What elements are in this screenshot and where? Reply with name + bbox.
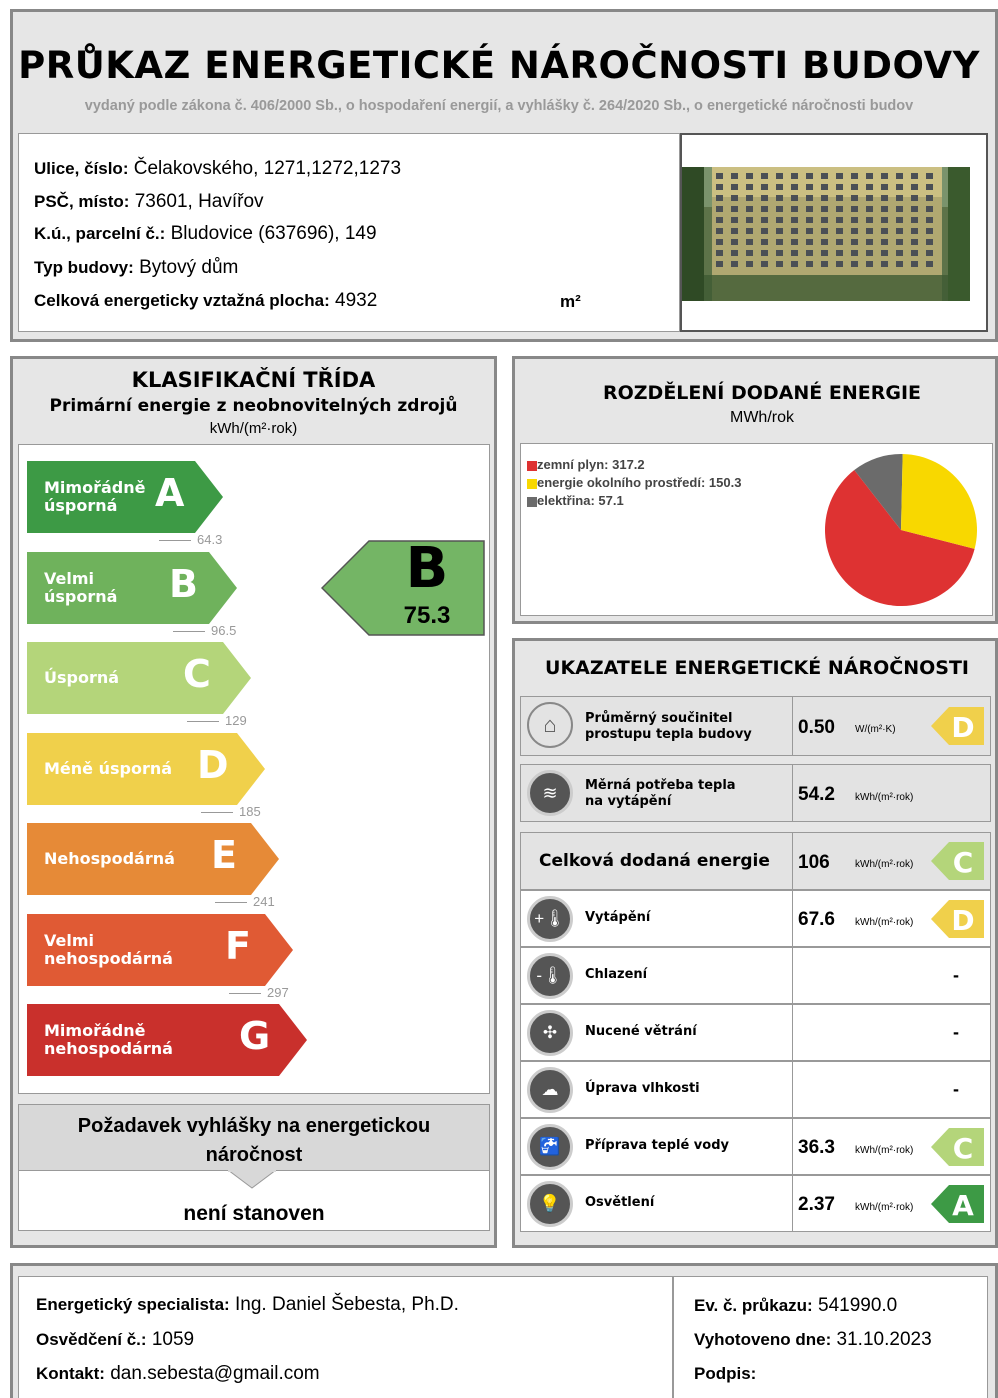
class-limit: 185	[201, 804, 261, 819]
indicator-u-value: 0.50	[798, 717, 835, 738]
class-c-arrow	[27, 642, 253, 714]
indicator-row-icon: -🌡	[527, 953, 573, 999]
indicator-row-icon: ☁	[527, 1067, 573, 1113]
result-letter: B	[405, 536, 449, 601]
class-letter: G	[239, 1014, 271, 1058]
result-arrow	[321, 536, 485, 636]
class-label: Velmi úsporná	[44, 568, 118, 606]
classification-subtitle: Primární energie z neobnovitelných zdrojů	[49, 396, 458, 416]
indicator-row	[520, 1175, 991, 1232]
classification-unit: kWh/(m²·rok)	[209, 420, 298, 437]
indicator-heat-row	[520, 764, 991, 822]
indicator-u-class-badge	[931, 707, 985, 745]
indicator-row-dash: -	[953, 1079, 959, 1099]
type-label: Typ budovy:	[34, 258, 134, 277]
type-row	[34, 257, 238, 279]
indicators-title: UKAZATELE ENERGETICKÉ NÁROČNOSTI	[545, 657, 969, 679]
specialist-label: Energetický specialista:	[36, 1295, 230, 1314]
area-label: Celková energeticky vztažná plocha:	[34, 291, 330, 310]
indicator-heat-label-line2: na vytápění	[585, 794, 672, 809]
class-label: Méně úsporná	[44, 758, 173, 778]
indicator-heat-value: 54.2	[798, 784, 835, 805]
street-label: Ulice, číslo:	[34, 159, 129, 178]
class-limit: 297	[229, 985, 289, 1000]
class-g-arrow	[27, 1004, 309, 1076]
indicator-heat-unit: kWh/(m²·rok)	[855, 792, 914, 803]
indicator-u-unit: W/(m²·K)	[855, 724, 896, 735]
class-letter: C	[183, 652, 211, 696]
indicator-row	[520, 1118, 991, 1175]
class-d-arrow	[27, 733, 267, 805]
sign-row	[694, 1363, 756, 1385]
specialist-row	[36, 1294, 459, 1316]
page-subtitle: vydaný podle zákona č. 406/2000 Sb., o hospodaření energií, a vyhlášky č. 264/2020 Sb., o energetické náročnosti budov	[84, 98, 914, 114]
class-badge-letter: D	[951, 711, 975, 744]
legend-entry: elektřina: 57.1	[527, 492, 741, 510]
indicator-row	[520, 947, 991, 1004]
indicator-row	[520, 1004, 991, 1061]
class-label: Úsporná	[44, 668, 120, 687]
class-limit: 96.5	[173, 623, 236, 638]
class-label: Velmi nehospodárná	[44, 930, 173, 968]
class-badge-letter: A	[952, 1189, 974, 1222]
psc-row	[34, 191, 264, 213]
ku-row	[34, 223, 377, 245]
indicator-row-class-badge	[931, 900, 985, 938]
class-label: Nehospodárná	[44, 849, 175, 868]
area-row	[34, 290, 377, 312]
requirement-title-line1: Požadavek vyhlášky na energetickou	[77, 1115, 431, 1137]
cert-row	[36, 1329, 194, 1351]
contact-row	[36, 1363, 320, 1385]
indicator-u-label-line2: prostupu tepla budovy	[585, 727, 752, 742]
cert-label: Osvědčení č.:	[36, 1330, 147, 1349]
class-limit: 64.3	[159, 532, 222, 547]
indicator-row-unit: kWh/(m²·rok)	[855, 1145, 914, 1156]
class-label: Mimořádně nehospodárná	[44, 1021, 173, 1058]
contact-value: dan.sebesta@gmail.com	[110, 1363, 320, 1384]
class-letter: B	[169, 561, 198, 606]
ev-value: 541990.0	[818, 1295, 898, 1316]
class-badge-letter: C	[952, 846, 974, 879]
class-letter: F	[225, 923, 251, 968]
page-title: PRŮKAZ ENERGETICKÉ NÁROČNOSTI BUDOVY	[18, 44, 980, 87]
date-value: 31.10.2023	[836, 1329, 932, 1350]
contact-label: Kontakt:	[36, 1364, 105, 1383]
indicator-u-label-line1: Průměrný součinitel	[585, 711, 733, 726]
class-label: Mimořádně úsporná	[44, 478, 146, 515]
psc-value: 73601, Havířov	[134, 191, 264, 212]
class-badge-letter: C	[952, 1132, 974, 1165]
date-label: Vyhotoveno dne:	[694, 1330, 832, 1349]
class-a-arrow	[27, 461, 225, 533]
indicator-row-label: Chlazení	[585, 967, 648, 982]
indicator-row-icon: +🌡	[527, 896, 573, 942]
classification-scale	[18, 444, 490, 1094]
result-value: 75.3	[403, 602, 451, 629]
distribution-pie-chart	[821, 450, 981, 610]
requirement-title-line2: náročnost	[205, 1144, 303, 1166]
indicator-row-icon: 🚰	[527, 1124, 573, 1170]
heat-waves-icon: ≋	[527, 770, 573, 816]
indicator-row-dash: -	[953, 965, 959, 985]
indicator-row	[520, 1061, 991, 1118]
indicators-table	[514, 696, 994, 1236]
indicator-heat-label-line1: Měrná potřeba tepla	[585, 778, 736, 793]
ku-value: Bludovice (637696), 149	[170, 223, 377, 244]
date-row	[694, 1329, 932, 1351]
indicator-heat-label	[585, 778, 736, 810]
indicator-row-unit: kWh/(m²·rok)	[855, 1202, 914, 1213]
requirement-value: není stanoven	[183, 1202, 325, 1225]
class-limit: 241	[215, 894, 275, 909]
street-row	[34, 158, 401, 180]
distribution-chart-box	[520, 443, 993, 616]
distribution-title: ROZDĚLENÍ DODANÉ ENERGIE	[602, 382, 921, 404]
indicator-row-value: 67.6	[798, 909, 835, 930]
distribution-unit: MWh/rok	[730, 409, 794, 426]
indicator-row-icon: 💡	[527, 1181, 573, 1227]
indicator-row-unit: kWh/(m²·rok)	[855, 917, 914, 928]
class-letter: E	[211, 833, 237, 877]
indicator-row-label: Osvětlení	[585, 1195, 655, 1210]
indicator-total-unit: kWh/(m²·rok)	[855, 859, 914, 870]
indicator-row-dash: -	[953, 1022, 959, 1042]
indicator-row-label: Úprava vlhkosti	[585, 1081, 700, 1096]
legend-swatch	[527, 461, 537, 471]
indicator-total-class-badge	[931, 842, 985, 880]
legend-swatch	[527, 497, 537, 507]
indicator-row-label: Nucené větrání	[585, 1024, 697, 1039]
ev-label: Ev. č. průkazu:	[694, 1296, 813, 1315]
indicator-u-label	[585, 711, 752, 743]
area-unit: m²	[560, 292, 581, 311]
requirement-title	[18, 1112, 490, 1170]
legend-swatch	[527, 479, 537, 489]
class-letter: D	[197, 742, 229, 787]
class-limit: 129	[187, 713, 247, 728]
class-letter: A	[155, 471, 185, 515]
indicator-row-label: Vytápění	[585, 910, 651, 925]
sign-label: Podpis:	[694, 1364, 757, 1383]
indicator-total-value: 106	[798, 852, 830, 873]
building-photo	[680, 133, 988, 332]
indicator-row-icon: ✣	[527, 1010, 573, 1056]
indicator-row	[520, 890, 991, 947]
class-f-arrow	[27, 914, 295, 986]
cert-value: 1059	[151, 1329, 195, 1350]
indicator-u-row	[520, 696, 991, 756]
class-b-arrow	[27, 552, 239, 624]
class-badge-letter: D	[951, 904, 975, 937]
street-value: Čelakovského, 1271,1272,1273	[133, 158, 402, 179]
ku-label: K.ú., parcelní č.:	[34, 224, 166, 243]
class-e-arrow	[27, 823, 281, 895]
indicator-row-class-badge	[931, 1185, 985, 1223]
indicator-total-row	[520, 832, 991, 890]
requirement-pointer-icon	[228, 1170, 278, 1190]
psc-label: PSČ, místo:	[34, 192, 130, 211]
type-value: Bytový dům	[139, 257, 239, 278]
distribution-legend	[527, 456, 741, 510]
legend-entry: energie okolního prostředí: 150.3	[527, 474, 741, 492]
indicator-row-label: Příprava teplé vody	[585, 1138, 729, 1153]
legend-entry: zemní plyn: 317.2	[527, 456, 741, 474]
indicator-row-value: 2.37	[798, 1194, 835, 1215]
ev-row	[694, 1295, 897, 1317]
indicator-row-value: 36.3	[798, 1137, 835, 1158]
specialist-value: Ing. Daniel Šebesta, Ph.D.	[235, 1294, 459, 1315]
house-icon: ⌂	[527, 702, 573, 748]
classification-title: KLASIFIKAČNÍ TŘÍDA	[131, 368, 376, 392]
indicator-total-label: Celková dodaná energie	[539, 851, 770, 871]
area-value: 4932	[335, 290, 378, 311]
indicator-row-class-badge	[931, 1128, 985, 1166]
